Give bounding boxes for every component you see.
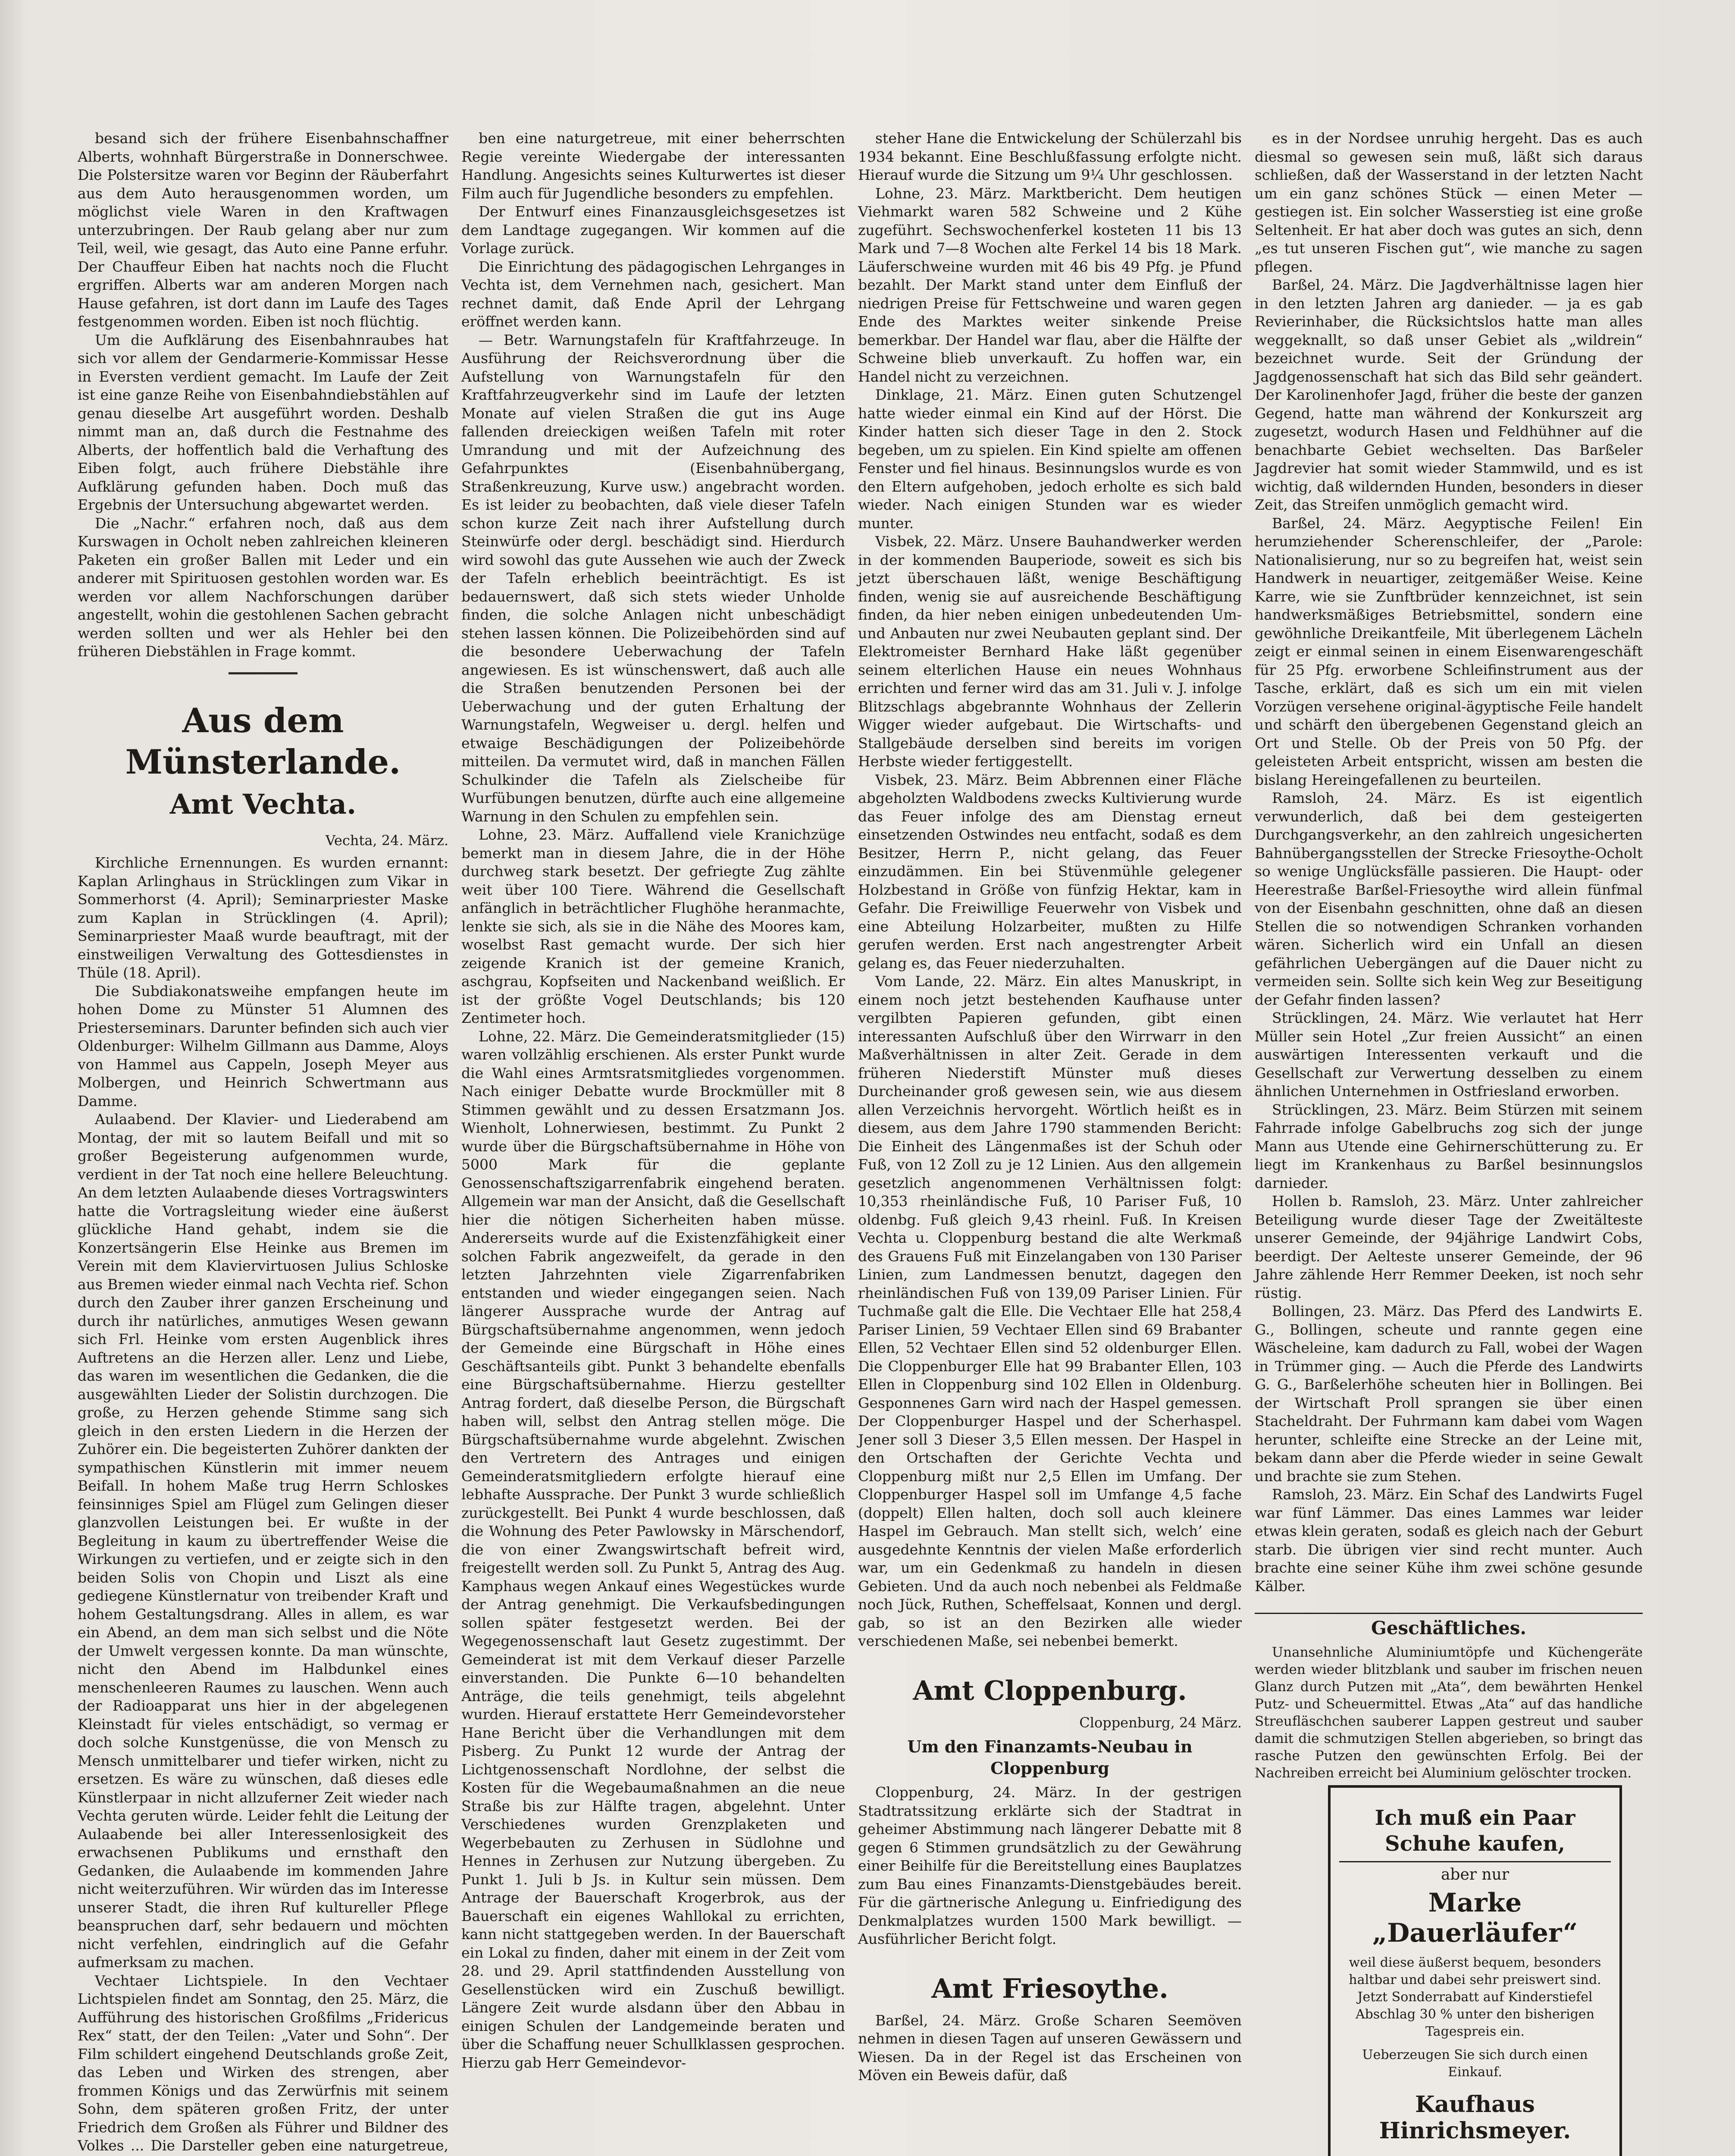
column-1: [78, 129, 448, 2154]
article-paragraph: Ramsloh, 24. März. Es ist eigentlich verwunderlich, daß bei dem gesteigerten Durchgangsverkehr, an den zahlreich ungesicherten Bahnübergangsstellen der Strecke Friesoythe-Ocholt so wenige Unglücksfälle passieren. Die Haupt- oder Heerestraße Barßel-Friesoythe wird allein fünfmal von der Eisenbahn geschnitten, ohne daß an diesen Stellen die so notwendigen Schranken vorhanden wären. Sicherlich wird ein Unfall an diesen gefährlichen Uebergängen auf die Dauer nicht zu vermeiden sein. Sollte sich kein Weg zur Beseitigung der Gefahr finden lassen?: [1255, 790, 1643, 1008]
ad-headline: Ich muß ein Paar Schuhe kaufen,: [1339, 1805, 1611, 1862]
article-paragraph: Lohne, 22. März. Die Gemeinderatsmitglieder (15) waren vollzählig erschienen. Als erster Punkt wurde die Wahl eines Armtsratsmitgliedes vorgenommen. Nach einiger Debatte wurde Brockmüller mit 8 Stimmen gewählt und zu dessen Ersatzmann Jos. Wienholt, Lohnerwiesen, bestimmt. Zu Punkt 2 wurde über die Bürgschaftsübernahme in Höhe von 5000 Mark für die geplante Genossenschaftszigarrenfabrik eingehend beraten. Allgemein war man der Ansicht, daß die Gesellschaft hier die nötigen Sicherheiten haben müsse. Andererseits wurde auf die Existenzfähigkeit einer solchen Fabrik angezweifelt, da gerade in den letzten Jahrzehnten viele Zigarrenfabriken entstanden und wieder eingegangen seien. Nach längerer Aussprache wurde der Antrag auf Bürgschaftsübernahme angenommen, wenn jedoch der Gemeinde eine Bürgschaft in Höhe eines Geschäftsanteils gibt. Punkt 3 behandelte ebenfalls eine Bürgschaftsübernahme. Hierzu gestellter Antrag fordert, daß dieselbe Person, die Bürgschaft haben will, selbst den Antrag stellen möge. Die Bürgschaftsübernahme wurde abgelehnt. Zwischen den Vertretern des Antrages und einigen Gemeinderatsmitgliedern erfolgte hierauf eine lebhafte Aussprache. Der Punkt 3 wurde schließlich zurückgestellt. Bei Punkt 4 wurde beschlossen, daß die Wohnung des Peter Pawlowsky in Märschendorf, die von einer Zwangswirtschaft befreit wird, freigestellt werden soll. Zu Punkt 5, Antrag des Aug. Kamphaus wegen Ankauf eines Wegestückes wurde der Antrag genehmigt. Die Verkaufsbedingungen sollen später festgesetzt werden. Bei der Wegegenossenschaft laut Gesetz zugestimmt. Der Gemeinderat ist mit dem Verkauf dieser Parzelle einverstanden. Die Punkte 6—10 behandelten Anträge, die teils genehmigt, teils abgelehnt wurden. Hierauf erstattete Herr Gemeindevorsteher Hane Bericht über die Verhandlungen mit dem Pisberg. Zu Punkt 12 wurde der Antrag der Lichtgenossenschaft Nordlohne, der selbst die Kosten für die Wegebaumaßnahmen an die neue Straße bis zur Hälfte tragen, abgelehnt. Unter Verschiedenes wurden Grenzplaketen und Wegerbebauten zu Zerhusen in Südlohne und Hennes in Zerhusen zur Nutzung übergeben. Zu Punkt 1. Juli b Js. in Kultur sein müssen. Dem Antrage der Bauerschaft Krogerbrok, aus der Bauerschaft ein eigenes Wahllokal zu errichten, kann nicht stattgegeben werden. In der Bauerschaft ein Lokal zu finden, daher mit einem in der Zeit vom 28. und 29. April stattfindenden Ausstellung von Gesellenstücken wird ein Zuschuß bewilligt. Längere Zeit wurde alsdann über den Abbau in einigen Schulen der Landgemeinde beraten und über die Schaffung neuer Schullklassen gesprochen. Hierzu gab Herr Gemeindevor-: [461, 1028, 845, 2071]
article-paragraph: Lohne, 23. März. Auffallend viele Kranichzüge bemerkt man in diesem Jahre, die in der Höhe durchweg stark besetzt. Der gefriegte Zug zählte weit über 100 Tiere. Während die Gesellschaft anfänglich in beträchtlicher Flughöhe heranmachte, lenkte sie sich, als sie in die Nähe des Moores kam, woselbst Rast gemacht wurde. Der sich hier zeigende Kranich ist der gemeine Kranich, aschgrau, Kopfseiten und Nackenband weißlich. Er ist der größte Vogel Deutschlands; bis 120 Zentimeter hoch.: [461, 826, 845, 1026]
column-2: [461, 129, 845, 2071]
column-3: [858, 129, 1242, 2084]
article-paragraph: Kirchliche Ernennungen. Es wurden ernannt: Kaplan Arlinghaus in Strücklingen zum Vikar in Sommerhorst (4. April); Seminarpriester Maske zum Kaplan in Strücklingen (4. April); Seminarpriester Maaß wurde beauftragt, mit der einstweiligen Verwaltung des Gottesdienstes in Thüle (18. April).: [78, 854, 448, 981]
article-paragraph: Aulaabend. Der Klavier- und Liederabend am Montag, der mit so lautem Beifall und mit so großer Begeisterung aufgenommen wurde, verdient in der Tat noch eine hellere Beleuchtung. An dem letzten Aulaabende dieses Vortragswinters hatte die Vortragsleitung wieder eine äußerst glückliche Hand gehabt, indem sie die Konzertsängerin Else Heinke aus Bremen im Verein mit dem Klaviervirtuosen Julius Schloske aus Bremen wieder einmal nach Vechta rief. Schon durch den Zauber ihrer ganzen Erscheinung und durch ihr natürliches, anmutiges Wesen gewann sich Frl. Heinke vom ersten Augenblick ihres Auftretens an die Herzen aller. Lenz und Liebe, das waren im wesentlichen die Gedanken, die die ausgewählten Lieder der Solistin durchzogen. Die große, zu Herzen gehende Stimme sang sich gleich in den ersten Liedern in die Herzen der Zuhörer ein. Die begeisterten Zuhörer dankten der sympathischen Künstlerin mit immer neuem Beifall. In hohem Maße trug Herrn Schloskes feinsinniges Spiel am Flügel zum Gelingen dieser glanzvollen Leistungen bei. Er wußte in der Begleitung in kaum zu übertreffender Weise die Wirkungen zu vertiefen, und er zeigte sich in den beiden Solis von Chopin und Liszt als eine gediegene Künstlernatur von treibender Kraft und hohem Gestaltungsdrang. Alles in allem, es war ein Abend, an dem man sich selbst und die Nöte der Umwelt vergessen konnte. Da man wünschte, nicht den Abend im Halbdunkel eines menschenleeren Raumes zu lauschen. Wenn auch der Radioapparat uns hier in der abgelegenen Kleinstadt für vieles entschädigt, so vermag er doch solche Kunstgenüsse, die von Mensch zu Mensch unmittelbarer und tiefer wirken, nicht zu ersetzen. Es wäre zu wünschen, daß dieses edle Künstlerpaar in nicht allzuferner Zeit wieder nach Vechta geruten würde. Leider fehlt die Leitung der Aulaabende bei aller Interessenlosigkeit des erwachsenen Publikums und ernsthaft den Gedanken, die Aulaabende im kommenden Jahre nicht weiterzuführen. Wir würden das im Interesse unserer Stadt, die ihren Ruf kultureller Pflege beanspruchen darf, sehr bedauern und möchten nicht verfehlen, eindringlich auf die Gefahr aufmerksam zu machen.: [78, 1111, 448, 1971]
district-heading: Amt Vechta.: [169, 788, 357, 821]
ad-brand: Marke „Dauerläufer“: [1372, 1888, 1578, 1948]
article-paragraph: Strücklingen, 24. März. Wie verlautet hat Herr Müller sein Hotel „Zur freien Aussicht“ an einen auswärtigen Interessenten verkauft und die Gesellschaft zur Verwertung desselben zu einem ähnlichen Unternehmen in Ostfriesland erworben.: [1255, 1009, 1643, 1100]
article-paragraph: Barßel, 24. März. Aegyptische Feilen! Ein herumziehender Scherenschleifer, der „Parole: Nationalisierung, nur so zu begreifen hat, weist sein Handwerk in neuartiger, zeitgemäßer Weise. Keine Karre, wie sie Zunftbrüder kennzeichnet, ist sein handwerksmäßiges Betriebsmittel, sondern eine gewöhnliche Dreikantfeile, Mit überlegenem Lächeln zeigt er einmal seinen in einem Eisenwarengeschäft für 25 Pfg. erworbene Schleifinstrument aus der Tasche, erklärt, daß es sich um ein mit vielen Vorzügen versehene original-ägyptische Feile handelt und schärft den übergebenen Gegenstand gleich an Ort und Stelle. Ob der Preis von 50 Pfg. der geleisteten Arbeit entspricht, wissen am besten die bislang Hereingefallenen zu beurteilen.: [1255, 514, 1643, 788]
article-paragraph: ben eine naturgetreue, mit einer beherrschten Regie vereinte Wiedergabe der interessanten Handlung. Angesichts seines Kulturwertes ist dieser Film auch für Jugendliche besonders zu empfehlen.: [461, 130, 845, 202]
ad-text: aber nur: [1441, 1866, 1510, 1883]
article-paragraph: Der Entwurf eines Finanzausgleichsgesetzes ist dem Landtage zugegangen. Wir kommen auf die Vorlage zurück.: [461, 203, 845, 257]
article-paragraph: Barßel, 24. März. Die Jagdverhältnisse lagen hier in den letzten Jahren arg danieder. — ja es gab Revierinhaber, die Rücksichtslos hatte man alles weggeknallt, so daß unser Gebiet als „wildrein“ bezeichnet wurde. Seit der Gründung der Jagdgenossenschaft hat sich das Bild sehr geändert. Der Karolinenhofer Jagd, früher die beste der ganzen Gegend, hatte man während der Konkurszeit arg zugesetzt, wodurch Hasen und Feldhühner auf die benachbarte Gebiet wechselten. Das Barßeler Jagdrevier hat somit wieder Stammwild, und es ist wichtig, daß wildernden Hunden, besonders in dieser Zeit, das Streifen unmöglich gemacht wird.: [1255, 276, 1643, 513]
article-paragraph: Vom Lande, 22. März. Ein altes Manuskript, in einem noch jetzt bestehenden Kaufhause unter vergilbten Papieren gefunden, gibt einen interessanten Aufschluß über den Wirrwarr in den Maßverhältnissen in alter Zeit. Gerade in dem früheren Niederstift Münster muß dieses Durcheinander groß gewesen sein, wie aus diesem allen Verzeichnis hervorgeht. Wörtlich heißt es in diesem, aus dem Jahre 1790 stammenden Bericht: Die Einheit des Längenmaßes ist der Schuh oder Fuß, von 12 Zoll zu je 12 Linien. Aus den allgemein gesetzlich angenommenen Verhältnissen folgt: 10,353 rheinländische Fuß, 10 Pariser Fuß, 10 oldenbg. Fuß gleich 9,43 rheinl. Fuß. In Kreisen Vechta u. Cloppenburg bestand die alte Werkmaß des Grauens Fuß mit Einzelangaben von 130 Pariser Linien, zum Landmessen benutzt, dagegen den rheinländischen Fuß von 139,09 Pariser Linien. Für Tuchmaße galt die Elle. Die Vechtaer Elle hat 258,4 Pariser Linien, 59 Vechtaer Ellen sind 69 Brabanter Ellen, 52 Vechtaer Ellen sind 52 oldenburger Ellen. Die Cloppenburger Elle hat 99 Brabanter Ellen, 103 Ellen in Cloppenburg sind 102 Ellen in Oldenburg. Gesponnenes Garn wird nach der Haspel gemessen. Der Cloppenburger Haspel und der Scherhaspel. Jener soll 3 Dieser 3,5 Ellen messen. Der Haspel in den Ortschaften der Gerichte Vechta und Cloppenburg mißt nur 2,5 Ellen im Umfang. Der Cloppenburger Haspel soll im Umfange 4,5 fache (doppelt) Ellen halten, doch soll auch kleinere Haspel im Gebrauch. Man stellt sich, welch’ eine ausgedehnte Kenntnis der vielen Maße erforderlich war, um ein Gedenkmaß zu handeln in diesen Gebieten. Und da auch noch nebenbei als Feldmaße noch Jück, Ruthen, Scheffelsaat, Konnen und dergl. gab, so ist an den Bezirken alle wieder verschiedenen Maße, sei nebenbei bemerkt.: [858, 973, 1242, 1649]
section-heading: Aus dem Münsterlande.: [125, 701, 401, 782]
article-paragraph: Unansehnliche Aluminiumtöpfe und Küchengeräte werden wieder blitzblank und sauber im frischen neuen Glanz durch Putzen mit „Ata“, dem bewährten Henkel Putz- und Scheuermittel. Etwas „Ata“ auf das handliche Streufläschchen sauberer Lappen gestreut und sauber damit die schmutzigen Stellen abgerieben, so bringt das rasche Putzen den gewünschten Erfolg. Bei der Nachreiben erreicht bei Aluminium gelöschter trocken.: [1255, 1644, 1643, 1781]
article-paragraph: Die Einrichtung des pädagogischen Lehrganges in Vechta ist, dem Vernehmen nach, gesichert. Man rechnet damit, daß Ende April der Lehrgang eröffnet werden kann.: [461, 258, 845, 330]
article-paragraph: Visbek, 22. März. Unsere Bauhandwerker werden in der kommenden Bauperiode, soweit es sich bis jetzt überschauen läßt, wenige Beschäftigung finden, wenig sie auf ausreichende Beschäftigung finden, da hier neben einigen unbedeutenden Um- und Anbauten nur zwei Neubauten geplant sind. Der Elektromeister Bernhard Hake läßt gegenüber seinem elterlichen Hause ein neues Wohnhaus errichten und ferner wird das am 31. Juli v. J. infolge Blitzschlags abgebrannte Wohnhaus der Zellerin Wigger wieder aufgebaut. Die Wirtschafts- und Stallgebäude derselben sind bereits im vorigen Herbste wieder fertiggestellt.: [858, 533, 1242, 770]
article-paragraph: Die „Nachr.“ erfahren noch, daß aus dem Kurswagen in Ocholt neben zahlreichen kleineren Paketen ein großer Ballen mit Leder und ein anderer mit Spirituosen gestohlen worden war. Es werden vor allem Nachforschungen darüber angestellt, wohin die gestohlenen Sachen gebracht werden sollten und wer als Hehler bei den früheren Diebstählen in Frage kommt.: [78, 514, 448, 660]
dateline: Vechta, 24. März.: [325, 832, 448, 849]
article-paragraph: Dinklage, 21. März. Einen guten Schutzengel hatte wieder einmal ein Kind auf der Hörst. Die Kinder hatten sich dieser Tage in den 2. Stock begeben, um zu spielen. Ein Kind spielte am offenen Fenster und fiel hinaus. Besinnungslos wurde es von den Eltern aufgehoben, jedoch erholte es sich bald wieder. Nach einigen Stunden war es wieder munter.: [858, 386, 1242, 532]
column-4: [1255, 129, 1643, 1992]
district-heading: Amt Cloppenburg.: [913, 1674, 1187, 1706]
article-paragraph: Ramsloh, 23. März. Ein Schaf des Landwirts Fugel war fünf Lämmer. Das eines Lammes war leider etwas klein geraten, sodaß es gleich nach der Geburt starb. Die übrigen vier sind recht munter. Auch brachte eine seiner Kühe ihm zwei schöne gesunde Kälber.: [1255, 1486, 1643, 1595]
article-paragraph: Vechtaer Lichtspiele. In den Vechtaer Lichtspielen findet am Sonntag, den 25. März, die Aufführung des historischen Großfilms „Fridericus Rex“ statt, der den Teilen: „Vater und Sohn“. Der Film schildert eingehend Deutschlands große Zeit, das Leben und Wirken des strengen, aber frommen Königs und das Zerwürfnis mit seinem Sohn, dem späteren großen Fritz, der unter Friedrich dem Großen als Führer und Bildner des Volkes ... Die Darsteller geben eine naturgetreue,: [78, 1972, 448, 2154]
article-paragraph: es in der Nordsee unruhig hergeht. Das es auch diesmal so gewesen sein muß, läßt sich daraus schließen, daß der Wasserstand in der letzten Nacht um ein ganz schönes Stück — einen Meter — gestiegen ist. Ein solcher Wasserstieg ist eine große Seltenheit. Er hat aber doch was gutes an sich, denn „es tut unseren Fischen gut“, wie manche zu sagen pflegen.: [1255, 130, 1643, 275]
section-divider: [229, 672, 298, 674]
article-paragraph: Um die Aufklärung des Eisenbahnraubes hat sich vor allem der Gendarmerie-Kommissar Hesse in Eversten verdient gemacht. Im Laufe der Zeit ist eine ganze Reihe von Eisenbahndiebstählen auf genau dieselbe Art ausgeführt worden. Deshalb nimmt man an, daß durch die Festnahme des Alberts, der hoffentlich bald die Verhaftung des Eiben folgt, auch frühere Diebstähle ihre Aufklärung gefunden haben. Doch muß das Ergebnis der Untersuchung abgewartet werden.: [78, 331, 448, 513]
district-heading: Amt Friesoythe.: [931, 1972, 1168, 2004]
ad-text: Ueberzeugen Sie sich durch einen Einkauf.: [1362, 2047, 1588, 2080]
ad-store-name: Kaufhaus Hinrichsmeyer.: [1379, 2091, 1571, 2144]
article-paragraph: Cloppenburg, 24. März. In der gestrigen Stadtratssitzung erklärte sich der Stadtrat in geheimer Abstimmung nach längerer Debatte mit 8 gegen 6 Stimmen grundsätzlich zu der Gewährung einer Beihilfe für die Bereitstellung eines Bauplatzes zum Bau eines Finanzamts-Dienstgebäudes bereit. Für die gärtnerische Anlegung u. Einfriedigung des Denkmalplatzes wurden 1500 Mark bewilligt. — Ausführlicher Bericht folgt.: [858, 1784, 1242, 1947]
ad-text: weil diese äußerst bequem, besonders haltbar und dabei sehr preiswert sind. Jetzt Sonderrabatt auf Kinderstiefel Abschlag 30 % unter den bisherigen Tagespreis ein.: [1349, 1955, 1601, 2039]
article-paragraph: Die Subdiakonatsweihe empfangen heute im hohen Dome zu Münster 51 Alumnen des Priesterseminars. Darunter befinden sich auch vier Oldenburger: Wilhelm Gillmann aus Damme, Aloys von Hammel aus Cappeln, Joseph Meyer aus Molbergen, und Heinrich Schwertmann aus Damme.: [78, 982, 448, 1109]
article-paragraph: besand sich der frühere Eisenbahnschaffner Alberts, wohnhaft Bürgerstraße in Donnerschwee. Die Polstersitze waren vor Beginn der Räuberfahrt aus dem Auto herausgenommen worden, um möglichst viele Waren in den Kraftwagen unterzubringen. Der Raub gelang aber nur zum Teil, weil, wie gesagt, das Auto eine Panne erfuhr. Der Chauffeur Eiben hat nachts noch die Flucht ergriffen. Alberts war am anderen Morgen nach Hause gefahren, ist dort dann im Laufe des Tages festgenommen worden. Eiben ist noch flüchtig.: [78, 130, 448, 330]
shoe-store-advertisement: [1328, 1785, 1622, 2156]
dateline: Cloppenburg, 24 März.: [1079, 1714, 1242, 1731]
article-paragraph: Strücklingen, 23. März. Beim Stürzen mit seinem Fahrrade infolge Gabelbruchs zog sich der junge Mann aus Utende eine Gehirnerschütterung zu. Er liegt im Krankenhaus zu Barßel besinnungslos darnieder.: [1255, 1101, 1643, 1191]
article-paragraph: Bollingen, 23. März. Das Pferd des Landwirts E. G., Bollingen, scheute und rannte gegen eine Wäscheleine, kam dadurch zu Fall, wobei der Wagen in Trümmer ging. — Auch die Pferde des Landwirts G. G., Barßelerhöhe scheuten hier in Bollingen. Bei der Wirtschaft Proll sprangen sie über einen Stacheldraht. Der Fuhrmann kam dabei vom Wagen herunter, schleifte eine Strecke an der Leine mit, bekam dann aber die Pferde wieder in seine Gewalt und brachte sie zum Stehen.: [1255, 1303, 1643, 1485]
article-paragraph: Barßel, 24. März. Große Scharen Seemöven nehmen in diesen Tagen auf unseren Gewässern und Wiesen. Da in der Regel ist das Erscheinen von Möven ein Beweis dafür, daß: [858, 2012, 1242, 2084]
article-paragraph: Lohne, 23. März. Marktbericht. Dem heutigen Viehmarkt waren 582 Schweine und 2 Kühe zugeführt. Sechswochenferkel kosteten 11 bis 13 Mark und 7—8 Wochen alte Ferkel 14 bis 18 Mark. Läuferschweine wurden mit 46 bis 49 Pfg. je Pfund bezahlt. Der Markt stand unter dem Einfluß der niedrigen Preise für Fettschweine und waren gegen Ende des Marktes weiter sinkende Preise bemerkbar. Der Handel war flau, aber die Hälfte der Schweine blieb unverkauft. Zu hoffen war, ein Handel nicht zu verzeichnen.: [858, 185, 1242, 385]
article-subheading: Um den Finanzamts-Neubau in Cloppenburg: [907, 1737, 1193, 1778]
article-paragraph: — Betr. Warnungstafeln für Kraftfahrzeuge. In Ausführung der Reichsverordnung über die Aufstellung von Warnungstafeln für den Kraftfahrzeugverkehr sind im Laufe der letzten Monate auf vielen Straßen die gut ins Auge fallenden dreieckigen weißen Tafeln mit roter Umrandung und mit der Aufzeichnung des Gefahrpunktes (Eisenbahnübergang, Straßenkreuzung, Kurve usw.) angebracht worden. Es ist leider zu beobachten, daß viele dieser Tafeln schon kurze Zeit nach ihrer Aufstellung durch Steinwürfe oder dergl. beschädigt sind. Hierdurch wird sowohl das gute Aussehen wie auch der Zweck der Tafeln erheblich beeinträchtigt. Es ist bedauernswert, daß sich stets wieder Unholde finden, die solche Anlagen nicht unbeschädigt stehen lassen können. Die Polizeibehörden sind auf die besondere Ueberwachung der Tafeln angewiesen. Es ist wünschenswert, daß auch alle die Straßen benutzenden Personen bei der Ueberwachung und der guten Erhaltung der Warnungstafeln, Wegweiser u. dergl. helfen und etwaige Beschädigungen der Polizeibehörde mitteilen. Da vermutet wird, daß in manchen Fällen Schulkinder die Tafeln als Zielscheibe für Wurfübungen benutzen, dürfte auch eine allgemeine Warnung in den Schulen zu empfehlen sein.: [461, 331, 845, 825]
article-paragraph: Visbek, 23. März. Beim Abbrennen einer Fläche abgeholzten Waldbodens zwecks Kultivierung wurde das Feuer infolge des am Dienstag erneut einsetzenden Ostwindes neu entfacht, sodaß es dem Besitzer, Herrn P., nicht gelang, das Feuer einzudämmen. Ein bei Stüvenmühle gelegener Holzbestand in Größe von fünfzig Hektar, kam in Gefahr. Die Freiwillige Feuerwehr von Visbek und eine Abteilung Holzarbeiter, mußten zu Hilfe gerufen werden. Erst nach angestrengter Arbeit gelang es, das Feuer niederzuhalten.: [858, 771, 1242, 971]
article-paragraph: steher Hane die Entwickelung der Schülerzahl bis 1934 bekannt. Eine Beschlußfassung erfolgte nicht. Hierauf wurde die Sitzung um 9¼ Uhr geschlossen.: [858, 130, 1242, 183]
article-paragraph: Hollen b. Ramsloh, 23. März. Unter zahlreicher Beteiligung wurde dieser Tage der Zweitälteste unserer Gemeinde, der 94jährige Landwirt Cobs, beerdigt. Der Aelteste unserer Gemeinde, der 96 Jahre zählende Herr Remmer Deeken, ist noch sehr rüstig.: [1255, 1193, 1643, 1301]
section-heading: Geschäftliches.: [1255, 1613, 1643, 1638]
